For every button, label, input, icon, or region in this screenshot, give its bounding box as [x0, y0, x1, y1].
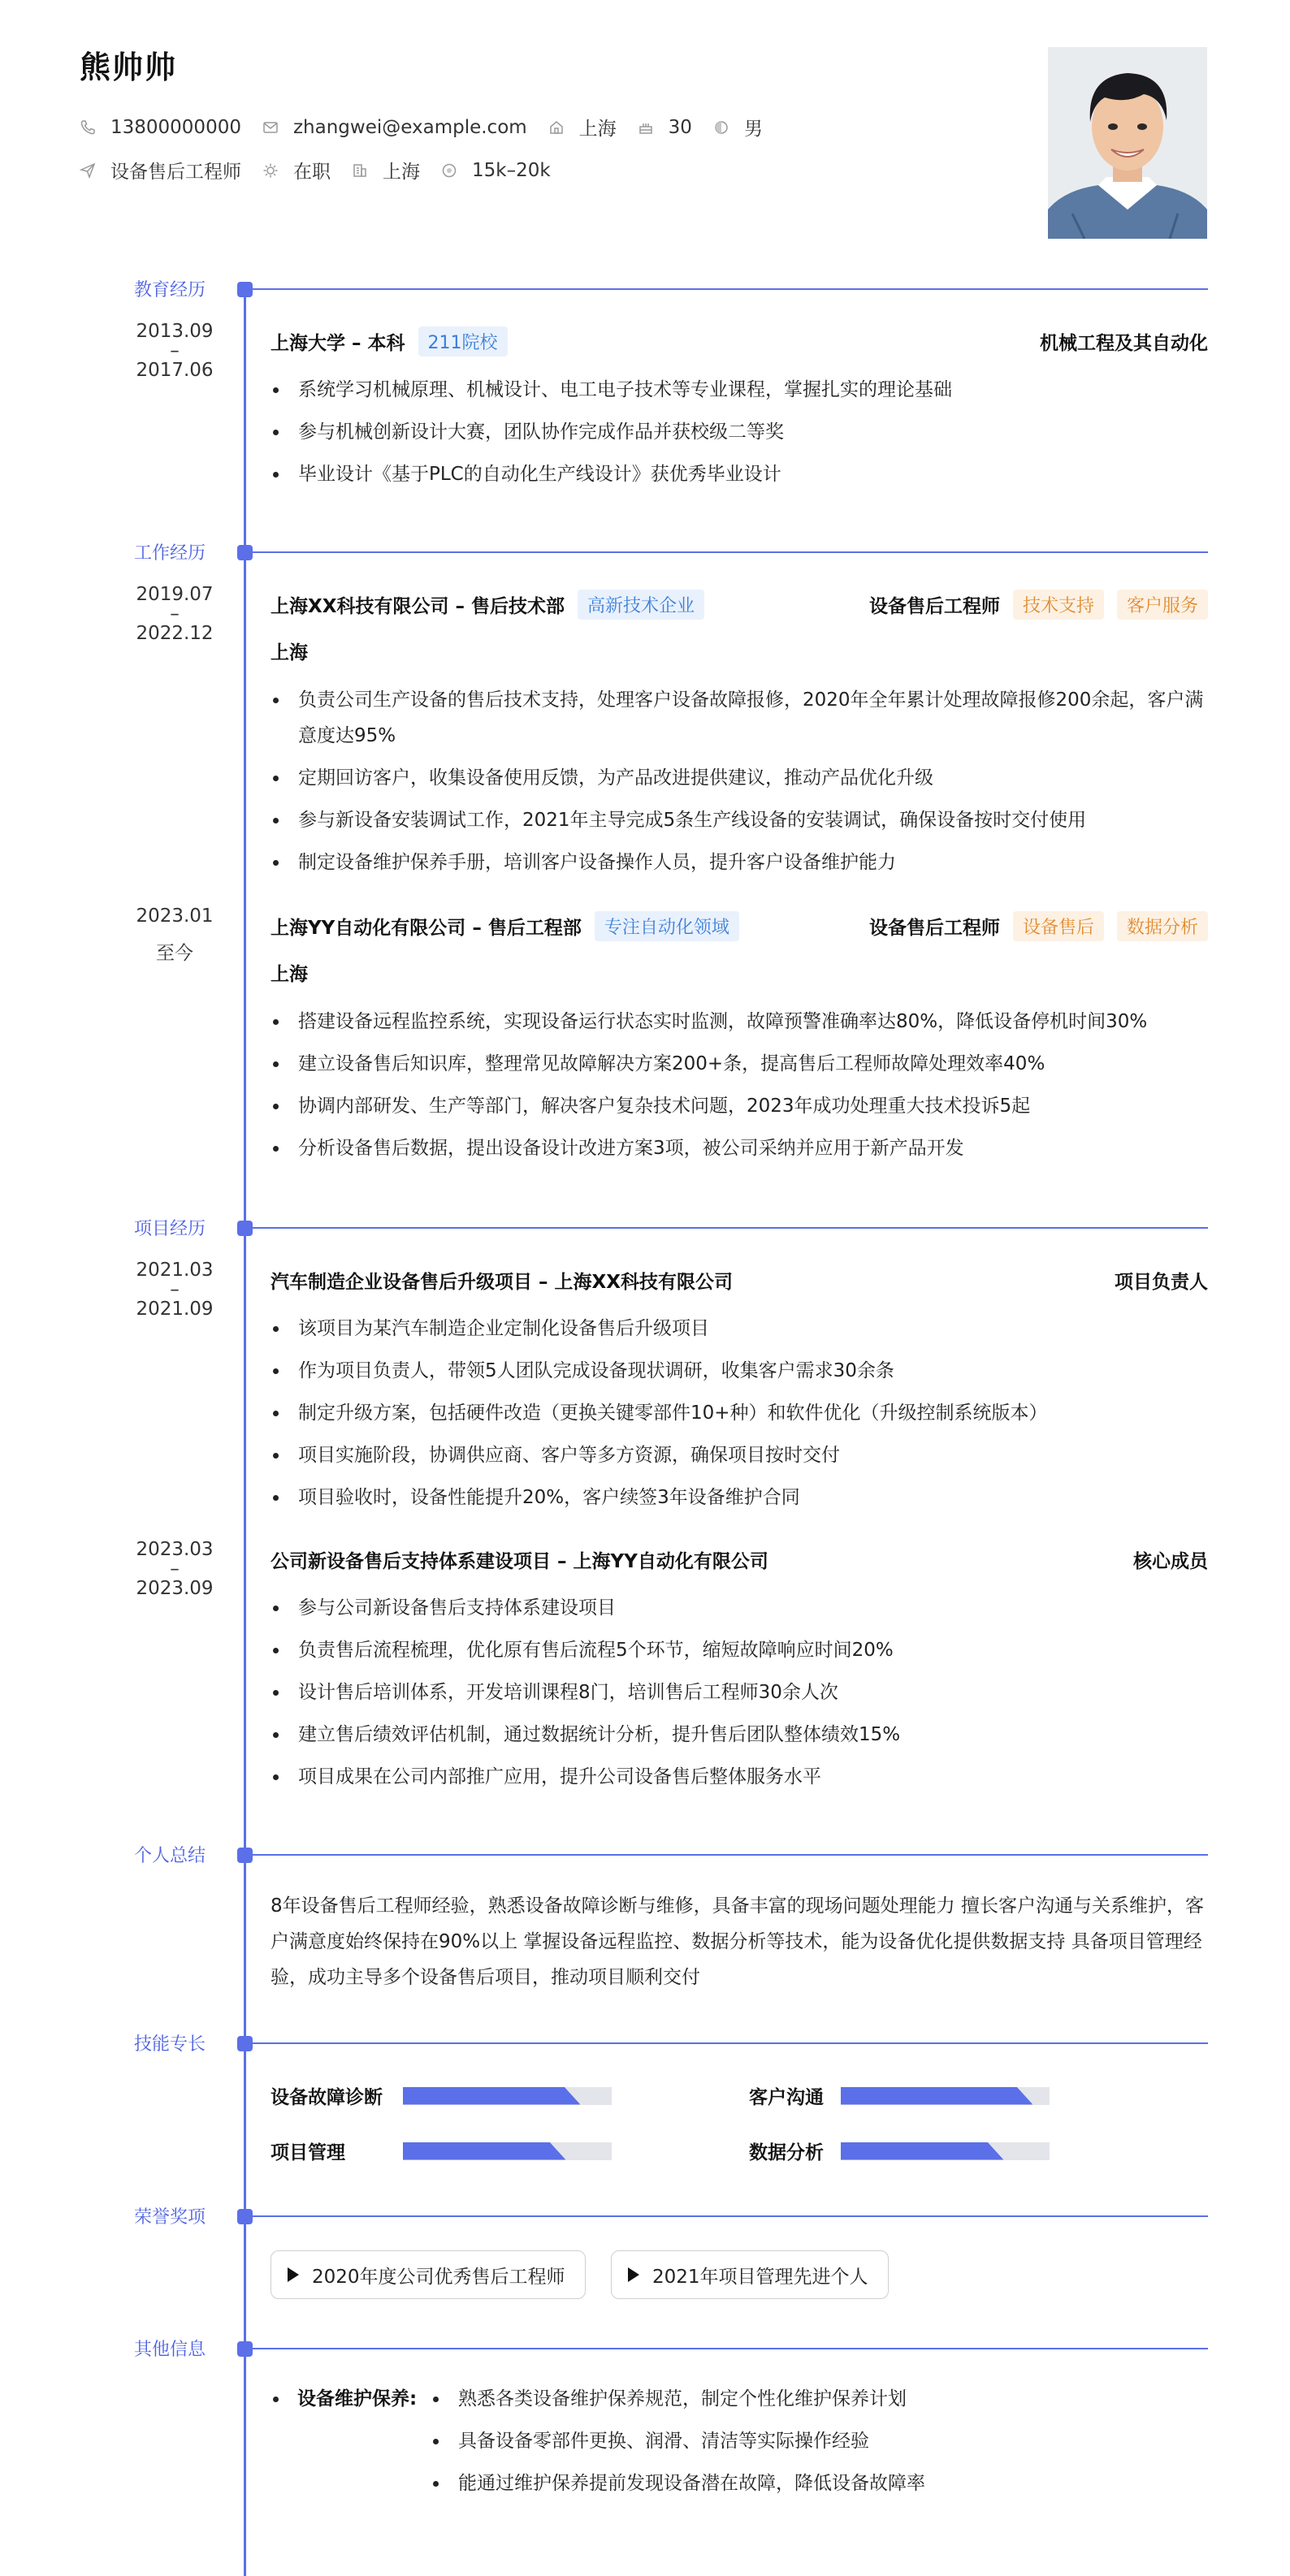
- location-value: 上海: [578, 119, 617, 140]
- skill-item: [749, 2082, 1050, 2109]
- list-item: 负责售后流程梳理，优化原有售后流程5个环节，缩短故障响应时间20%: [271, 1632, 1208, 1675]
- other-label: 设备维护保养:: [297, 2388, 418, 2410]
- role-tag: 客户服务: [1117, 590, 1208, 620]
- award-chip: [271, 2250, 586, 2299]
- skill-bar-fill: [841, 2087, 1032, 2105]
- avatar-portrait: [1048, 47, 1207, 239]
- date-start: 2013.09: [136, 321, 214, 342]
- date-end: 2021.09: [136, 1299, 214, 1320]
- section-title-summary: 个人总结: [134, 1846, 206, 1866]
- section-title-education: 教育经历: [134, 280, 206, 300]
- skill-name: 设备故障诊断: [271, 2087, 383, 2108]
- coin-icon: [441, 162, 457, 179]
- project-role: 项目负责人: [1115, 1271, 1208, 1293]
- intent-row: [80, 157, 572, 184]
- work-city: 上海: [271, 964, 308, 985]
- project-header-2: [271, 1545, 1208, 1574]
- section-title-projects: 项目经历: [134, 1219, 206, 1239]
- phone-item: [80, 117, 241, 138]
- job-target-value: 设备售后工程师: [110, 162, 241, 183]
- project-role: 核心成员: [1133, 1550, 1208, 1572]
- project-bullets-2: [271, 1590, 1208, 1801]
- age-icon: [638, 119, 654, 136]
- school-tag: 211院校: [418, 326, 508, 357]
- mail-icon: [262, 119, 279, 136]
- project-header-1: [271, 1265, 1208, 1294]
- section-divider-other: [248, 2348, 1208, 2349]
- job-role: 设备售后工程师: [868, 595, 1000, 617]
- date-end: 至今: [156, 943, 193, 964]
- date-end: 2023.09: [136, 1578, 214, 1599]
- work-city: 上海: [271, 642, 308, 663]
- skill-bar: [841, 2142, 1050, 2160]
- education-bullets: [271, 372, 1208, 499]
- award-label: 2021年项目管理先进个人: [652, 2266, 868, 2288]
- phone-value: 13800000000: [110, 116, 241, 138]
- list-item: 作为项目负责人，带领5人团队完成设备现状调研，收集客户需求30余条: [271, 1353, 1208, 1395]
- section-title-skills: 技能专长: [134, 2034, 206, 2055]
- play-icon: [288, 2267, 299, 2282]
- company-name: 上海XX科技有限公司 – 售后技术部: [271, 595, 565, 617]
- date-dash: –: [170, 340, 180, 361]
- date-start: 2021.03: [136, 1260, 214, 1281]
- project-bullets-1: [271, 1311, 1208, 1522]
- date-start: 2023.01: [136, 905, 214, 927]
- school-name: 上海大学 – 本科: [271, 332, 405, 354]
- summary-text: 8年设备售后工程师经验，熟悉设备故障诊断与维修，具备丰富的现场问题处理能力 擅长客户沟通与关系维护，客户满意度始终保持在90%以上 掌握设备远程监控、数据分析等技术，能为设备优化提供数据支持 具备项目管理经验，成功主导多个设备售后项目，推动项目顺利交付: [271, 1895, 1204, 1988]
- project-date-1: [114, 1260, 236, 1319]
- list-item: 毕业设计《基于PLC的自动化生产线设计》获优秀毕业设计: [271, 456, 1208, 499]
- section-title-work: 工作经历: [134, 543, 206, 564]
- building-icon: [352, 162, 368, 179]
- email-value: zhangwei@example.com: [292, 116, 527, 138]
- date-dash: –: [170, 1279, 180, 1300]
- section-divider-projects: [248, 1227, 1208, 1229]
- date-start: 2019.07: [136, 584, 214, 605]
- other-list: [431, 2381, 1162, 2508]
- target-city-value: 上海: [383, 162, 420, 183]
- company-tag: 高新技术企业: [578, 590, 704, 620]
- section-title-other: 其他信息: [134, 2340, 206, 2360]
- role-tag: 设备售后: [1013, 911, 1104, 941]
- home-icon: [548, 119, 565, 136]
- age-item: [638, 117, 692, 138]
- bullet-dot: [273, 2397, 279, 2402]
- skill-name: 客户沟通: [749, 2087, 824, 2108]
- list-item: 建立售后绩效评估机制，通过数据统计分析，提升售后团队整体绩效15%: [271, 1717, 1208, 1759]
- list-item: 负责公司生产设备的售后技术支持，处理客户设备故障报修，2020年全年累计处理故障报修200余起，客户满意度达95%: [271, 682, 1208, 760]
- section-divider-skills: [248, 2042, 1208, 2044]
- location-item: [548, 114, 617, 140]
- section-title-awards: 荣誉奖项: [134, 2207, 206, 2228]
- skill-bar-fill: [403, 2087, 580, 2105]
- date-dash: –: [170, 603, 180, 625]
- project-date-2: [114, 1540, 236, 1598]
- list-item: 搭建设备远程监控系统，实现设备运行状态实时监测，故障预警准确率达80%，降低设备停机时间30%: [271, 1004, 1208, 1046]
- target-city-item: [352, 157, 420, 184]
- skill-name: 数据分析: [749, 2142, 824, 2163]
- role-tag: 数据分析: [1117, 911, 1208, 941]
- list-item: 建立设备售后知识库，整理常见故障解决方案200+条，提高售后工程师故障处理效率40%: [271, 1046, 1208, 1088]
- company-tag: 专注自动化领域: [595, 911, 739, 941]
- skill-name: 项目管理: [271, 2142, 345, 2163]
- section-divider-awards: [248, 2215, 1208, 2217]
- date-end: 2022.12: [136, 623, 214, 644]
- list-item: 协调内部研发、生产等部门，解决客户复杂技术问题，2023年成功处理重大技术投诉5起: [271, 1088, 1208, 1130]
- work-bullets-2: [271, 1004, 1208, 1173]
- list-item: 制定设备维护保养手册，培训客户设备操作人员，提升客户设备维护能力: [271, 845, 1208, 887]
- send-icon: [80, 162, 96, 179]
- project-name: 汽车制造企业设备售后升级项目 – 上海XX科技有限公司: [271, 1271, 733, 1293]
- profile-photo: [1048, 47, 1207, 239]
- skill-bar-fill: [841, 2142, 1003, 2160]
- play-icon: [628, 2267, 639, 2282]
- section-divider-work: [248, 551, 1208, 553]
- age-value: 30: [668, 116, 692, 138]
- list-item: 能通过维护保养提前发现设备潜在故障，降低设备故障率: [431, 2466, 1162, 2508]
- skill-bar: [403, 2142, 612, 2160]
- skill-bar: [841, 2087, 1050, 2105]
- skill-item: [749, 2137, 1050, 2164]
- list-item: 分析设备售后数据，提出设备设计改进方案3项，被公司采纳并应用于新产品开发: [271, 1130, 1208, 1173]
- email-item: [262, 117, 527, 138]
- award-chip: [611, 2250, 889, 2299]
- company-name: 上海YY自动化有限公司 – 售后工程部: [271, 917, 582, 939]
- job-target-item: [80, 157, 241, 184]
- list-item: 参与新设备安装调试工作，2021年主导完成5条生产线设备的安装调试，确保设备按时交付使用: [271, 802, 1208, 845]
- list-item: 系统学习机械原理、机械设计、电工电子技术等专业课程，掌握扎实的理论基础: [271, 372, 1208, 414]
- work-bullets-1: [271, 682, 1208, 887]
- status-icon: [262, 162, 279, 179]
- list-item: 该项目为某汽车制造企业定制化设备售后升级项目: [271, 1311, 1208, 1353]
- gender-value: 男: [743, 119, 763, 140]
- timeline-axis: [244, 289, 246, 2576]
- major-name: 机械工程及其自动化: [1040, 332, 1208, 354]
- skill-bar-fill: [403, 2142, 565, 2160]
- list-item: 项目成果在公司内部推广应用，提升公司设备售后整体服务水平: [271, 1759, 1208, 1801]
- list-item: 定期回访客户，收集设备使用反馈，为产品改进提供建议，推动产品优化升级: [271, 760, 1208, 802]
- gender-item: [713, 114, 763, 140]
- date-start: 2023.03: [136, 1539, 214, 1560]
- list-item: 熟悉各类设备维护保养规范，制定个性化维护保养计划: [431, 2381, 1162, 2423]
- status-value: 在职: [293, 162, 331, 183]
- list-item: 具备设备零部件更换、润滑、清洁等实际操作经验: [431, 2423, 1162, 2466]
- work-header-2: [271, 911, 1208, 940]
- list-item: 项目验收时，设备性能提升20%，客户续签3年设备维护合同: [271, 1480, 1208, 1522]
- education-header: [271, 326, 1208, 356]
- phone-icon: [80, 119, 96, 136]
- work-date-1: [114, 585, 236, 643]
- section-divider-education: [248, 288, 1208, 290]
- project-name: 公司新设备售后支持体系建设项目 – 上海YY自动化有限公司: [271, 1550, 768, 1572]
- list-item: 制定升级方案，包括硬件改造（更换关键零部件10+种）和软件优化（升级控制系统版本）: [271, 1395, 1208, 1437]
- work-date-2: [114, 906, 236, 963]
- education-date: [114, 322, 236, 380]
- skill-bar: [403, 2087, 612, 2105]
- salary-item: [441, 160, 551, 181]
- section-divider-summary: [248, 1854, 1208, 1856]
- list-item: 项目实施阶段，协调供应商、客户等多方资源，确保项目按时交付: [271, 1437, 1208, 1480]
- date-dash: –: [170, 1558, 180, 1580]
- job-role: 设备售后工程师: [868, 917, 1000, 939]
- gender-icon: [713, 119, 729, 136]
- list-item: 参与公司新设备售后支持体系建设项目: [271, 1590, 1208, 1632]
- list-item: 参与机械创新设计大赛，团队协作完成作品并获校级二等奖: [271, 414, 1208, 456]
- candidate-name: 熊帅帅: [80, 50, 178, 85]
- status-item: [262, 157, 331, 184]
- list-item: 设计售后培训体系，开发培训课程8门，培训售后工程师30余人次: [271, 1675, 1208, 1717]
- date-end: 2017.06: [136, 360, 214, 381]
- skill-item: [271, 2137, 612, 2164]
- salary-value: 15k–20k: [472, 159, 551, 181]
- contact-row: [80, 114, 784, 140]
- award-label: 2020年度公司优秀售后工程师: [312, 2266, 565, 2288]
- work-header-1: [271, 590, 1208, 619]
- role-tag: 技术支持: [1013, 590, 1104, 620]
- skill-item: [271, 2082, 612, 2109]
